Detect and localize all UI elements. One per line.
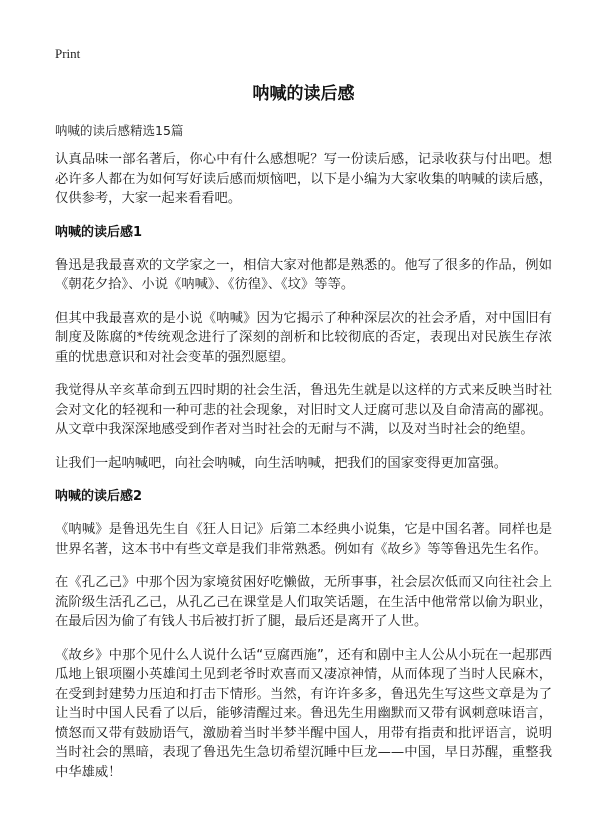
- section-2-paragraph-1: 《呐喊》是鲁迅先生自《狂人日记》后第二本经典小说集，它是中国名著。同样也是世界名著，这本书中有些文章是我们非常熟悉。例如有《故乡》等等鲁迅先生名作。: [55, 522, 552, 557]
- section-1-paragraph-4: 让我们一起呐喊吧，向社会呐喊，向生活呐喊，把我们的国家变得更加富强。: [55, 455, 508, 471]
- print-label: Print: [55, 46, 81, 61]
- section-1-paragraph-3: 我觉得从辛亥革命到五四时期的社会生活，鲁迅先生就是以这样的方式来反映当时社会对文化的轻视和一种可悲的社会现象，对旧时文人迂腐可悲以及自命清高的鄙视。从文章中我深深地感受到作者对当时社会的无耐与不满，以及对当时社会的绝望。: [55, 383, 552, 437]
- section-1-paragraph-2: 但其中我最喜欢的是小说《呐喊》因为它揭示了种种深层次的社会矛盾，对中国旧有制度及陈腐的*传统观念进行了深刻的剖析和比较彻底的否定，表现出对民族生存浓重的忧患意识和对社会变革的强烈愿望。: [55, 310, 552, 365]
- section-heading-1: 呐喊的读后感1: [55, 224, 143, 240]
- section-heading-2: 呐喊的读后感2: [55, 489, 143, 504]
- section-2-paragraph-2: 在《孔乙己》中那个因为家境贫困好吃懒做，无所事事，社会层次低而又向往社会上流阶级生活孔乙己，从孔乙己在课堂是人们取笑话题，在生活中他常常以偷为职业，在最后因为偷了有钱人书后被打折了腿，最后还是离开了人世。: [55, 575, 552, 629]
- document-title: 呐喊的读后感: [252, 84, 355, 104]
- document-body: [55, 150, 552, 796]
- section-2-paragraph-3: 《故乡》中那个见什么人说什么话“豆腐西施”，还有和剧中主人公从小玩在一起那西瓜地上银项圈小英雄闰土见到老爷时欢喜而又凄凉神情，从而体现了当时人民麻木，在受到封建势力压迫和打击下情形。当然，有许许多多，鲁迅先生写这些文章是为了让当时中国人民看了以后，能够清醒过来。鲁迅先生用幽默而又带有讽刺意味语言，愤怒而又带有鼓励语气，激励着当时半梦半醒中国人，用带有指责和批评语言，说明当时社会的黑暗，表现了鲁迅先生急切希望沉睡中巨龙——中国，早日苏醒，重整我中华雄威！: [55, 647, 552, 780]
- document-subtitle: 呐喊的读后感精选15篇: [55, 123, 184, 138]
- intro-paragraph: 认真品味一部名著后，你心中有什么感想呢？写一份读后感，记录收获与付出吧。想必许多人都在为如何写好读后感而烦恼吧，以下是小编为大家收集的呐喊的读后感，仅供参考，大家一起来看看吧。: [55, 152, 552, 206]
- section-1-paragraph-1: 鲁迅是我最喜欢的文学家之一，相信大家对他都是熟悉的。他写了很多的作品，例如《朝花夕拾》、小说《呐喊》、《彷徨》、《坟》等等。: [55, 257, 552, 292]
